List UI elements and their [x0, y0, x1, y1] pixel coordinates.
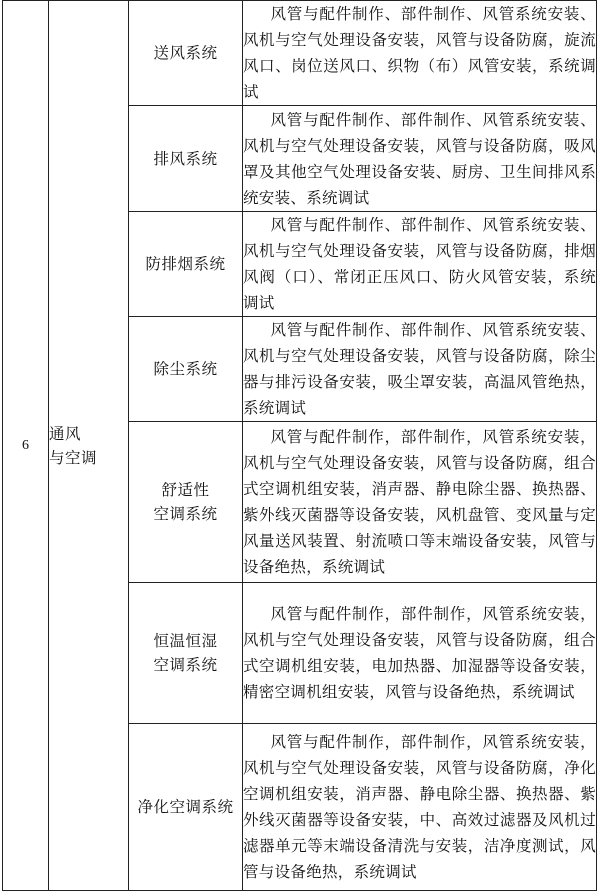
row-number-cell: 6 — [3, 1, 49, 891]
subsystem-name-cell — [129, 724, 243, 891]
subsystem-name-line-1: 送风系统 — [153, 44, 218, 62]
subsystem-description: 风管与配件制作、部件制作、风管系统安装、风机与空气处理设备安装，风管与设备防腐，吸风罩及其他空气处理设备安装、厨房、卫生间排风系统安装、系统调试 — [243, 110, 596, 207]
subsystem-name-line-1: 排风系统 — [153, 149, 218, 168]
subsystem-description-cell — [243, 317, 597, 422]
subsystem-name-line-2: 空调系统 — [153, 656, 218, 674]
subsystem-name-cell — [129, 1, 243, 106]
subsystem-name-cell — [129, 317, 243, 422]
subsystem-description: 风管与配件制作、部件制作、风管系统安装、风机与空气处理设备安装，风管与设备防腐，排烟风阀（口）、常闭正压风口、防火风管安装，系统调试 — [243, 216, 596, 312]
table-row — [3, 1, 597, 106]
subsystem-description-cell — [243, 422, 597, 583]
category-cell — [49, 1, 129, 891]
subsystem-name-cell — [129, 422, 243, 583]
subsystem-description: 风管与配件制作、部件制作、风管系统安装、风机与空气处理设备安装，风管与设备防腐，旋流风口、岗位送风口、织物（布）风管安装，系统调试 — [243, 5, 596, 101]
subdivision-table — [2, 0, 597, 891]
subsystem-description: 风管与配件制作，部件制作，风管系统安装，风机与空气处理设备安装，风管与设备防腐，净化空调机组安装，消声器、静电除尘器、换热器、紫外线灭菌器等设备安装，中、高效过滤器及风机过滤器单元等末端设备清洗与安装，洁净度测试，风管与设备绝热，系统调试 — [243, 733, 596, 881]
subsystem-name-line-1: 舒适性 — [161, 481, 210, 499]
subsystem-description: 风管与配件制作，部件制作，风管系统安装，风机与空气处理设备安装，风管与设备防腐，组合式空调机组安装，电加热器、加湿器等设备安装，精密空调机组安装，风管与设备绝热，系统调试 — [243, 605, 596, 701]
subsystem-name-line-1: 防排烟系统 — [145, 255, 226, 273]
subsystem-name-line-1: 恒温恒湿 — [153, 632, 218, 650]
category-line-1: 通风 — [49, 424, 82, 443]
subsystem-description-cell — [243, 106, 597, 212]
subsystem-name-cell — [129, 106, 243, 212]
category-line-2: 与空调 — [49, 448, 98, 467]
subsystem-description-cell — [243, 212, 597, 317]
subsystem-description-cell — [243, 724, 597, 891]
subsystem-description-cell — [243, 583, 597, 724]
subsystem-description: 风管与配件制作，部件制作，风管系统安装，风机与空气处理设备安装，风管与设备防腐，组合式空调机组安装，消声器、静电除尘器、换热器、紫外线灭菌器等设备安装，风机盘管、变风量与定风量送风装置、射流喷口等末端设备安装，风管与设备绝热，系统调试 — [243, 428, 596, 576]
subsystem-name-cell — [129, 583, 243, 724]
subsystem-description-cell — [243, 1, 597, 106]
subsystem-name-line-1: 除尘系统 — [153, 360, 218, 378]
subsystem-description: 风管与配件制作、部件制作、风管系统安装、风机与空气处理设备安装，风管与设备防腐，除尘器与排污设备安装，吸尘罩安装，高温风管绝热，系统调试 — [243, 321, 596, 417]
subsystem-name-line-1: 净化空调系统 — [137, 798, 234, 816]
subsystem-name-line-2: 空调系统 — [153, 505, 218, 523]
subsystem-name-cell — [129, 212, 243, 317]
